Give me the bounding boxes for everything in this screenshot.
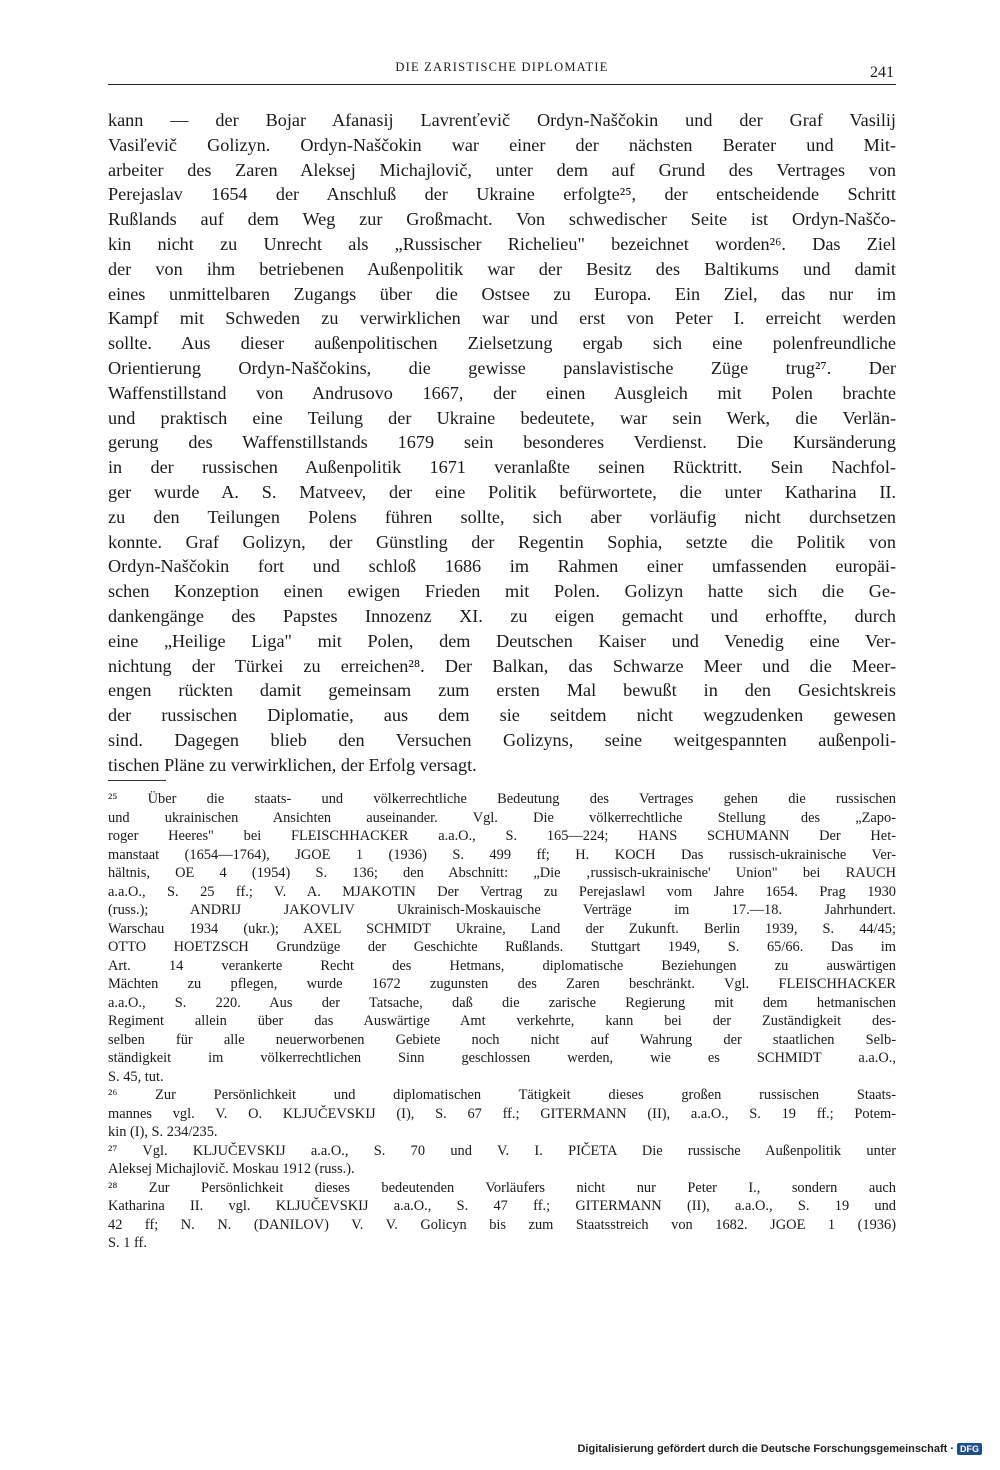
- footnote-line: ²⁸ Zur Persönlichkeit dieses bedeutenden Vorläufers nicht nur Peter I., sondern auch: [108, 1179, 896, 1196]
- body-line: dankengänge des Papstes Innozenz XI. zu eigen gemacht und erhoffte, durch: [108, 605, 896, 626]
- footnote-line: ²⁶ Zur Persönlichkeit und diplomatischen Tätigkeit dieses großen russischen Staats-: [108, 1087, 896, 1103]
- footnote-line: Katharina II. vgl. KLJUČEVSKIJ a.a.O., S. 47 ff.; GITERMANN (II), a.a.O., S. 19 und: [108, 1198, 896, 1214]
- body-line: Ordyn-Naščokin fort und schloß 1686 im Rahmen einer umfassenden europäi-: [108, 556, 896, 577]
- body-line: engen rückten damit gemeinsam zum ersten Mal bewußt in den Gesichtskreis: [108, 680, 896, 701]
- footnote-line: Art. 14 verankerte Recht des Hetmans, diplomatische Beziehungen zu auswärtigen: [108, 957, 896, 974]
- footnote-line: a.a.O., S. 25 ff.; V. A. MJAKOTIN Der Vertrag zu Perejaslawl vom Jahre 1654. Prag 1930: [108, 883, 896, 900]
- body-line: gerung des Waffenstillstands 1679 sein besonderes Verdienst. Die Kursänderung: [108, 432, 896, 453]
- footnote-line: Regiment allein über das Auswärtige Amt verkehrte, kann bei der Zuständigkeit des-: [108, 1013, 896, 1029]
- footnote-line: ²⁷ Vgl. KLJUČEVSKIJ a.a.O., S. 70 und V. I. PIČETA Die russische Außenpolitik unter: [108, 1142, 896, 1159]
- page-number: 241: [870, 64, 894, 81]
- footnote-line: S. 45, tut.: [108, 1068, 164, 1085]
- body-line: Waffenstillstand von Andrusovo 1667, der einen Ausgleich mit Polen brachte: [108, 382, 896, 403]
- footnote-line: und ukrainischen Ansichten auseinander. Vgl. Die völkerrechtliche Stellung des „Zapo-: [108, 809, 896, 826]
- body-line: nichtung der Türkei zu erreichen²⁸. Der Balkan, das Schwarze Meer und die Meer-: [108, 655, 896, 676]
- body-line: schen Konzeption einen ewigen Frieden mit Polen. Golizyn hatte sich die Ge-: [108, 581, 896, 602]
- body-line: der russischen Diplomatie, aus dem sie seitdem nicht wegzudenken gewesen: [108, 705, 896, 726]
- footnote-line: (russ.); ANDRIJ JAKOVLIV Ukrainisch-Moskauische Verträge im 17.—18. Jahrhundert.: [108, 902, 896, 918]
- body-line: eines unmittelbaren Zugangs über die Ostsee zu Europa. Ein Ziel, das nur im: [108, 283, 896, 304]
- footnotes: [108, 790, 896, 1253]
- body-line: kann — der Bojar Afanasij Lavrenťevič Ordyn-Naščokin und der Graf Vasilij: [108, 110, 896, 130]
- body-line: der von ihm betriebenen Außenpolitik war der Besitz des Baltikums und damit: [108, 258, 896, 279]
- digitization-note: Digitalisierung gefördert durch die Deutsche Forschungsgemeinschaft ·: [577, 1443, 954, 1455]
- footnote-separator: [108, 780, 166, 781]
- page-header: [108, 58, 896, 85]
- footnote-line: roger Heeres" bei FLEISCHHACKER a.a.O., S. 165—224; HANS SCHUMANN Der Het-: [108, 828, 896, 844]
- footnote-line: manstaat (1654—1764), JGOE 1 (1936) S. 499 ff; H. KOCH Das russisch-ukrainische Ver-: [108, 846, 896, 863]
- footnote-line: ²⁵ Über die staats- und völkerrechtliche Bedeutung des Vertrages gehen die russischen: [108, 791, 896, 807]
- footnote-line: selben für alle neuerworbenen Gebiete noch nicht auf Wahrung der staatlichen Selb-: [108, 1031, 896, 1048]
- body-line: Kampf mit Schweden zu verwirklichen war und erst von Peter I. erreicht werden: [108, 308, 896, 329]
- footnote-line: ständigkeit im völkerrechtlichen Sinn geschlossen werden, wie es SCHMIDT a.a.O.,: [108, 1050, 896, 1066]
- body-line: und praktisch eine Teilung der Ukraine bedeutete, war sein Werk, die Verlän-: [108, 407, 896, 428]
- body-line: konnte. Graf Golizyn, der Günstling der Regentin Sophia, setzte die Politik von: [108, 531, 896, 552]
- body-line: ger wurde A. S. Matveev, der eine Politik befürwortete, die unter Katharina II.: [108, 481, 896, 502]
- body-line: Rußlands auf dem Weg zur Großmacht. Von schwedischer Seite ist Ordyn-Naščo-: [108, 209, 896, 230]
- main-text: [108, 108, 896, 778]
- footnote-line: Warschau 1934 (ukr.); AXEL SCHMIDT Ukraine, Land der Zukunft. Berlin 1939, S. 44/45;: [108, 920, 896, 937]
- footnote-line: hältnis, OE 4 (1954) S. 136; den Abschnitt: „Die ‚russisch-ukrainische' Union" bei RAUCH: [108, 865, 896, 881]
- body-line: Perejaslav 1654 der Anschluß der Ukraine erfolgte²⁵, der entscheidende Schritt: [108, 184, 896, 205]
- body-line: zu den Teilungen Polens führen sollte, sich aber vorläufig nicht durchsetzen: [108, 506, 896, 527]
- footnote-line: Aleksej Michajlovič. Moskau 1912 (russ.).: [108, 1161, 355, 1177]
- body-line: arbeiter des Zaren Aleksej Michajlovič, unter dem auf Grund des Vertrages von: [108, 159, 896, 180]
- body-line: kin nicht zu Unrecht als „Russischer Richelieu" bezeichnet worden²⁶. Das Ziel: [108, 233, 896, 254]
- body-line: Orientierung Ordyn-Naščokins, die gewisse panslavistische Züge trug²⁷. Der: [108, 357, 896, 378]
- footnote-line: mannes vgl. V. O. KLJUČEVSKIJ (I), S. 67 ff.; GITERMANN (II), a.a.O., S. 19 ff.; Potem-: [108, 1105, 896, 1122]
- footnote-line: Mächten zu pflegen, wurde 1672 zugunsten des Zaren beschränkt. Vgl. FLEISCHHACKER: [108, 976, 896, 992]
- footnote-line: a.a.O., S. 220. Aus der Tatsache, daß die zarische Regierung mit dem hetmanischen: [108, 994, 896, 1011]
- dfg-logo: DFG: [957, 1443, 982, 1455]
- footnote-line: kin (I), S. 234/235.: [108, 1124, 218, 1140]
- body-line: in der russischen Außenpolitik 1671 veranlaßte seinen Rücktritt. Sein Nachfol-: [108, 457, 896, 478]
- body-line: Vasiľevič Golizyn. Ordyn-Naščokin war einer der nächsten Berater und Mit-: [108, 134, 896, 155]
- body-line: sollte. Aus dieser außenpolitischen Zielsetzung ergab sich eine polenfreundliche: [108, 333, 896, 354]
- body-line: sind. Dagegen blieb den Versuchen Golizyns, seine weitgespannten außenpoli-: [108, 729, 896, 750]
- footnote-line: 42 ff; N. N. (DANILOV) V. V. Golicyn bis zum Staatsstreich von 1682. JGOE 1 (1936): [108, 1216, 896, 1233]
- footnote-line: OTTO HOETZSCH Grundzüge der Geschichte Rußlands. Stuttgart 1949, S. 65/66. Das im: [108, 939, 896, 955]
- digitization-footer: [577, 1443, 982, 1455]
- body-line: tischen Pläne zu verwirklichen, der Erfolg versagt.: [108, 754, 477, 775]
- running-title: DIE ZARISTISCHE DIPLOMATIE: [395, 60, 609, 74]
- body-line: eine „Heilige Liga" mit Polen, dem Deutschen Kaiser und Venedig eine Ver-: [108, 630, 896, 651]
- footnote-line: S. 1 ff.: [108, 1235, 147, 1251]
